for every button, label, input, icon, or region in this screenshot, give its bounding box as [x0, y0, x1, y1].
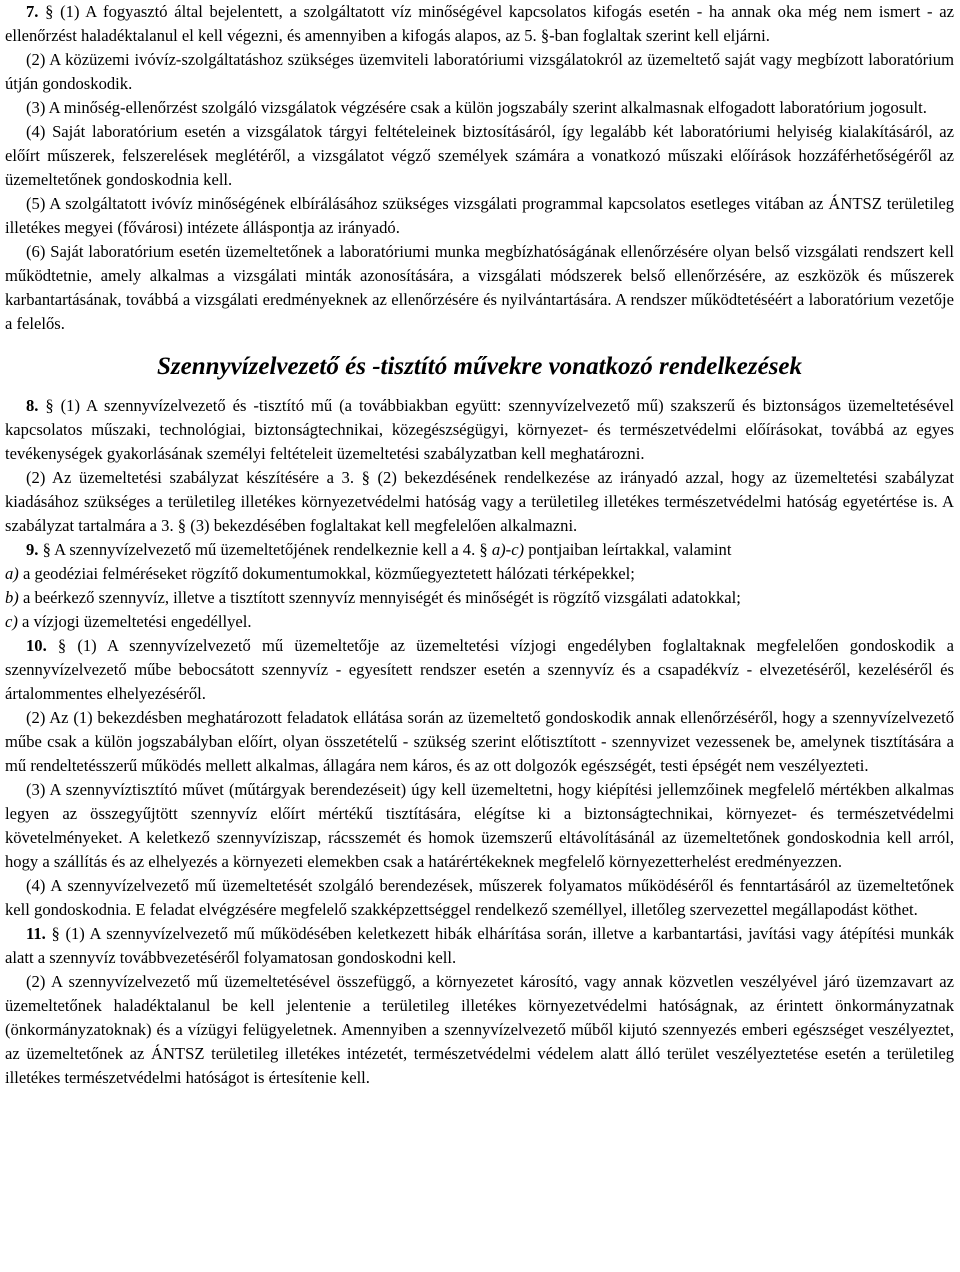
paragraph-11-2: (2) A szennyvízelvezető mű üzemeltetésével összefüggő, a környezetet károsító, vagy annak közvetlen veszélyével járó üzemzavart az üzemeltetőnek haladéktalanul be kell jelentenie a területileg illetékes környezetvédelmi hatóságnak, az érintett önkormányzatnak (önkormányzatoknak) és a vízügyi felügyeletnek. Amennyiben a szennyvízelvezető műből kijutó szennyezés emberi egészséget veszélyeztet, az üzemeltetőnek az ÁNTSZ területileg illetékes intézetét, természetvédelmi védelem alatt álló terület veszélyeztetése esetén a területileg illetékes természetvédelmi hatóságot is értesítenie kell.: [5, 972, 954, 1087]
list-item-a: [5, 562, 954, 586]
paragraph-11-1-text: § (1) A szennyvízelvezető mű működésében keletkezett hibák elhárítása során, illetve a karbantartási, javítási vagy átépítési munkák alatt a szennyvíz továbbvezetéséről folyamatosan gondoskodni kell.: [5, 924, 954, 967]
paragraph-10-1-text: § (1) A szennyvízelvezető mű üzemeltetője az üzemeltetési vízjogi engedélyben foglaltaknak megfelelően gondoskodik a szennyvízelvezető műbe bebocsátott szennyvíz - egyesített rendszer esetén a szennyvíz és a csapadékvíz - elvezetéséről, kezeléséről és ártalommentes elhelyezéséről.: [5, 636, 954, 703]
list-item-text: a beérkező szennyvíz, illetve a tisztított szennyvíz mennyiségét és minőségét is rögzítő vizsgálati adatokkal;: [18, 588, 741, 607]
paragraph-10-1: [5, 634, 954, 706]
list-item-text: a geodéziai felméréseket rögzítő dokumentumokkal, közműegyeztetett hálózati térképekkel;: [18, 564, 635, 583]
paragraph-9: [5, 538, 954, 562]
paragraph-10-2: (2) Az (1) bekezdésben meghatározott feladatok ellátása során az üzemeltető gondoskodik annak ellenőrzéséről, hogy a szennyvízelvezető műbe csak a külön jogszabályban előírt, olyan összetételű - szükség szerint előtisztított - szennyvizet vezessenek be, amelynek tisztítására a mű rendeltetésszerű működés mellett alkalmas, állagára nem káros, és az ott dolgozók egészségét, testi épségét nem veszélyezteti.: [5, 708, 954, 775]
section-number-10: 10.: [26, 636, 47, 655]
list-item-label: b): [5, 588, 19, 607]
paragraph-9-text-after: pontjaiban leírtakkal, valamint: [524, 540, 732, 559]
paragraph-7-2: (2) A közüzemi ivóvíz-szolgáltatáshoz szükséges üzemviteli laboratóriumi vizsgálatokról az üzemeltető saját vagy megbízott laboratórium útján gondoskodik.: [5, 50, 954, 93]
list-item-c: [5, 610, 954, 634]
section-number-8: 8.: [26, 396, 39, 415]
list-item-text: a vízjogi üzemeltetési engedéllyel.: [17, 612, 252, 631]
list-item-label: a): [5, 564, 19, 583]
paragraph-9-text-before: § A szennyvízelvezető mű üzemeltetőjének rendelkeznie kell a 4. §: [38, 540, 492, 559]
paragraph-7-5: (5) A szolgáltatott ivóvíz minőségének elbírálásához szükséges vizsgálati programmal kapcsolatos esetleges vitában az ÁNTSZ területileg illetékes megyei (fővárosi) intézete álláspontja az irányadó.: [5, 194, 954, 237]
paragraph-8-2: (2) Az üzemeltetési szabályzat készítésére a 3. § (2) bekezdésének rendelkezése az irányadó azzal, hogy az üzemeltetési szabályzat kiadásához szükséges a területileg illetékes környezetvédelmi hatóság vagy a területileg illetékes természetvédelmi hatóság egyetértése is. A szabályzat tartalmára a 3. § (3) bekezdésében foglaltakat kell megfelelően alkalmazni.: [5, 468, 954, 535]
paragraph-8-1: [5, 394, 954, 466]
paragraph-9-italic-ref: a)-c): [491, 540, 525, 559]
paragraph-7-6: (6) Saját laboratórium esetén üzemeltetőnek a laboratóriumi munka megbízhatóságának ellenőrzésére olyan belső vizsgálati rendszert kell működtetnie, amely alkalmas a vizsgálati minták azonosítására, a vizsgálati módszerek belső ellenőrzésére, az eszközök és műszerek karbantartásának, továbbá a vizsgálati eredményeknek az ellenőrzésére és nyilvántartására. A rendszer működtetéséért a laboratórium vezetője a felelős.: [5, 242, 954, 333]
paragraph-7-4: (4) Saját laboratórium esetén a vizsgálatok tárgyi feltételeinek biztosításáról, így legalább két laboratóriumi helyiség kialakításáról, az előírt műszerek, felszerelések meglétéről, a vizsgálatot végző személyek számára a vonatkozó műszaki előírások hozzáférhetőségéről az üzemeltetőnek gondoskodnia kell.: [5, 122, 954, 189]
paragraph-7-1: [5, 0, 954, 48]
paragraph-8-1-text: § (1) A szennyvízelvezető és -tisztító mű (a továbbiakban együtt: szennyvízelvezető mű) szakszerű és biztonságos üzemeltetésével kapcsolatos műszaki, technológiai, biztonságtechnikai, közegészségügyi, környezet- és természetvédelmi előírásokat, továbbá az egyes tevékenységek gyakorlásának személyi feltételeit üzemeltetési szabályzatban kell meghatározni.: [5, 396, 954, 463]
list-item-label: c): [5, 612, 18, 631]
paragraph-10-4: (4) A szennyvízelvezető mű üzemeltetését szolgáló berendezések, műszerek folyamatos működéséről és fenntartásáról az üzemeltetőnek kell gondoskodnia. E feladat elvégzésére megfelelő szakképzettséggel rendelkező személlyel, illetőleg szervezettel megállapodást köthet.: [5, 876, 954, 919]
section-number-7: 7.: [26, 2, 39, 21]
section-heading: Szennyvízelvezető és -tisztító művekre vonatkozó rendelkezések: [156, 353, 803, 380]
paragraph-7-3: (3) A minőség-ellenőrzést szolgáló vizsgálatok végzésére csak a külön jogszabály szerint alkalmasnak elfogadott laboratórium jogosult.: [26, 98, 927, 117]
paragraph-10-3: (3) A szennyvíztisztító művet (műtárgyak berendezéseit) úgy kell üzemeltetni, hogy kiépítési jellemzőinek megfelelő mértékben alkalmas legyen az összegyűjtött szennyvíz előírt mértékű tisztítására, elégítse ki a biztonságtechnikai, környezet- és természetvédelmi követelményeket. A keletkező szennyvíziszap, rácsszemét és homok üzemszerű eltávolításánál az üzemeltetőnek gondoskodnia kell arról, hogy a szállítás és az elhelyezés a környezeti elemekben csak a határértékeknek megfelelő környezetterhelést eredményezzen.: [5, 780, 954, 871]
list-item-b: [5, 586, 954, 610]
paragraph-11-1: [5, 922, 954, 970]
paragraph-7-1-text: § (1) A fogyasztó által bejelentett, a szolgáltatott víz minőségével kapcsolatos kifogás esetén - ha annak oka még nem ismert - az ellenőrzést haladéktalanul el kell végezni, és amennyiben a kifogás alapos, az 5. §-ban foglaltak szerint kell eljárni.: [5, 2, 954, 45]
section-number-11: 11.: [26, 924, 46, 943]
section-number-9: 9.: [26, 540, 39, 559]
